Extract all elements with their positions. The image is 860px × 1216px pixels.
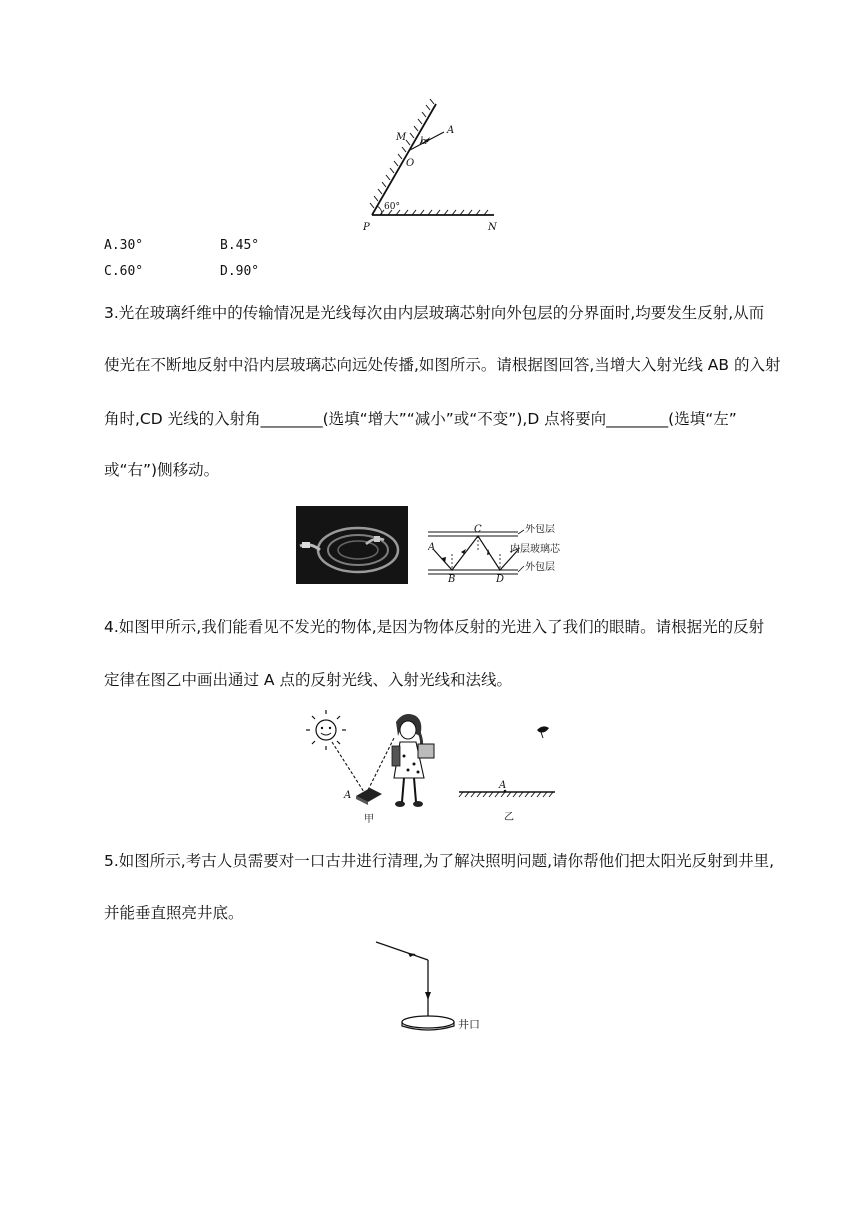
option-c: C.60° <box>104 264 144 279</box>
mirror-angle-figure <box>360 98 510 234</box>
label-angle-60: 60° <box>384 202 400 212</box>
book-icon <box>356 788 382 805</box>
jia-label-a: A <box>344 790 352 801</box>
eye-icon <box>537 726 549 738</box>
figure-jia <box>304 708 444 826</box>
fiber-outer-top-label: 外包层 <box>525 524 555 535</box>
label-n: N <box>488 222 497 233</box>
q4-line-2: 定律在图乙中画出通过 A 点的反射光线、入射光线和法线。 <box>104 671 512 689</box>
fiber-label-a: A <box>428 542 436 553</box>
well-figure <box>372 934 492 1038</box>
caption-yi: 乙 <box>504 812 514 823</box>
sun-icon <box>306 710 346 750</box>
yi-label-a: A <box>499 780 507 791</box>
girl-figure-icon <box>392 714 434 807</box>
option-a: A.30° <box>104 238 144 253</box>
fiber-label-b: B <box>448 574 456 584</box>
fiber-reflection-diagram <box>428 524 578 584</box>
label-a: A <box>447 125 455 136</box>
q3-line-4: 或“右”)侧移动。 <box>104 461 220 479</box>
fiber-photo <box>296 506 408 584</box>
label-m: M <box>396 132 407 143</box>
well-label: 井口 <box>458 1018 480 1031</box>
q5-line-2: 并能垂直照亮井底。 <box>104 904 244 922</box>
fiber-label-c: C <box>474 524 482 535</box>
fiber-inner-label: 内层玻璃芯 <box>510 544 560 555</box>
caption-jia: 甲 <box>364 814 374 825</box>
option-b: B.45° <box>220 238 260 253</box>
q4-line-1: 4.如图甲所示,我们能看见不发光的物体,是因为物体反射的光进入了我们的眼睛。请根据光的反射 <box>104 618 765 636</box>
q5-line-1: 5.如图所示,考古人员需要对一口古井进行清理,为了解决照明问题,请你帮他们把太阳光反射到井里, <box>104 852 774 870</box>
label-alpha: α <box>421 137 428 147</box>
q3-line-3: 角时,CD 光线的入射角________(选填“增大”“减小”或“不变”),D 点将要向________(选填“左” <box>104 410 737 428</box>
label-o: O <box>406 158 415 169</box>
q3-line-1: 3.光在玻璃纤维中的传输情况是光线每次由内层玻璃芯射向外包层的分界面时,均要发生反射,从而 <box>104 304 765 322</box>
figure-yi <box>455 720 565 826</box>
q3-line-2: 使光在不断地反射中沿内层玻璃芯向远处传播,如图所示。请根据图回答,当增大入射光线 AB 的入射 <box>104 356 781 374</box>
fiber-label-d: D <box>496 574 505 584</box>
option-d: D.90° <box>220 264 260 279</box>
fiber-outer-bottom-label: 外包层 <box>525 562 555 573</box>
label-p: P <box>363 222 370 233</box>
